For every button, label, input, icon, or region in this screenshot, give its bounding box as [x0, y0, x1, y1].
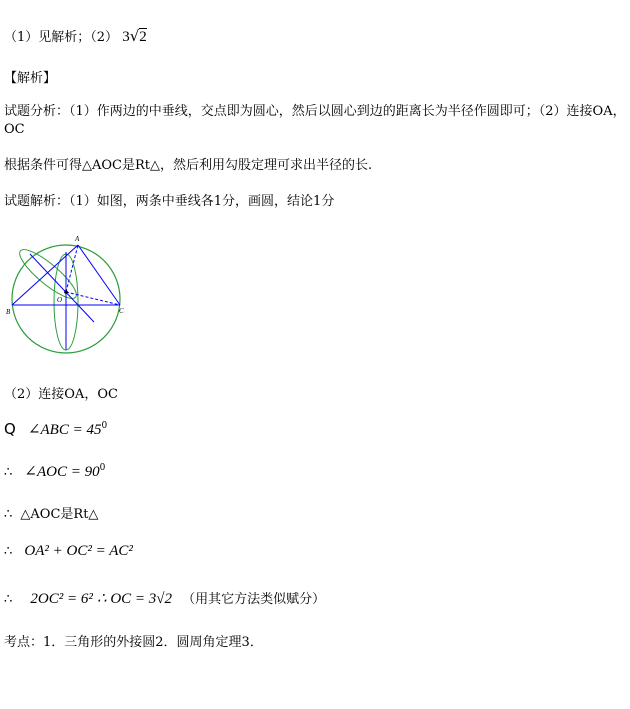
- step-5-expr-a: 2OC² = 6²: [30, 591, 93, 607]
- arc-lens-2: [14, 243, 82, 305]
- label-O: O: [57, 296, 63, 304]
- answer-part-label: （1）见解析；（2）: [4, 30, 119, 45]
- step-5-expr-b: ∴ OC = 3√2: [97, 591, 173, 607]
- section-heading: 【解析】: [4, 71, 57, 86]
- solution-intro: 试题解析：（1）如图，两条中垂线各1分，画圆，结论1分: [4, 194, 335, 209]
- analysis-line-2: 根据条件可得△AOC是Rt△，然后利用勾股定理可求出半径的长.: [4, 158, 373, 173]
- since-symbol: Q: [4, 420, 16, 438]
- label-C: C: [119, 307, 124, 315]
- answer-radicand: 2: [139, 29, 147, 45]
- degree-mark: 0: [99, 463, 106, 473]
- step-4-expr: OA² + OC² = AC²: [24, 543, 133, 559]
- bisector-2: [30, 254, 94, 322]
- side-AB: [12, 245, 78, 305]
- therefore-symbol: ∴: [4, 465, 13, 480]
- answer-coef: 3: [122, 29, 130, 45]
- geometry-figure: [6, 232, 132, 356]
- side-AC: [78, 245, 120, 305]
- step-5-note: （用其它方法类似赋分）: [182, 592, 326, 607]
- step-1: [4, 420, 107, 439]
- step-2: [4, 462, 105, 481]
- analysis-line-1: 试题分析：（1）作两边的中垂线，交点即为圆心，然后以圆心到边的距离长为半径作圆即可；（2）连接OA，OC: [4, 104, 626, 137]
- degree-mark: 0: [101, 421, 108, 431]
- sqrt-symbol: √: [129, 27, 140, 45]
- therefore-symbol: ∴: [4, 507, 13, 522]
- answer-line: [4, 26, 147, 46]
- step-3-text: △AOC是Rt△: [20, 507, 99, 522]
- label-B: B: [6, 308, 11, 316]
- therefore-symbol: ∴: [4, 544, 13, 559]
- part2-title: （2）连接OA，OC: [4, 387, 118, 402]
- point-O: [64, 290, 68, 294]
- step-5: [4, 588, 325, 608]
- therefore-symbol: ∴: [4, 592, 13, 607]
- answer-value: [122, 29, 147, 45]
- step-4: [4, 543, 133, 560]
- step-1-expr: ∠ABC = 45: [27, 422, 102, 438]
- step-3: [4, 503, 98, 522]
- step-2-expr: ∠AOC = 90: [24, 464, 100, 480]
- label-A: A: [75, 235, 80, 243]
- kaodian: 考点：1．三角形的外接圆2．圆周角定理3．: [4, 635, 263, 650]
